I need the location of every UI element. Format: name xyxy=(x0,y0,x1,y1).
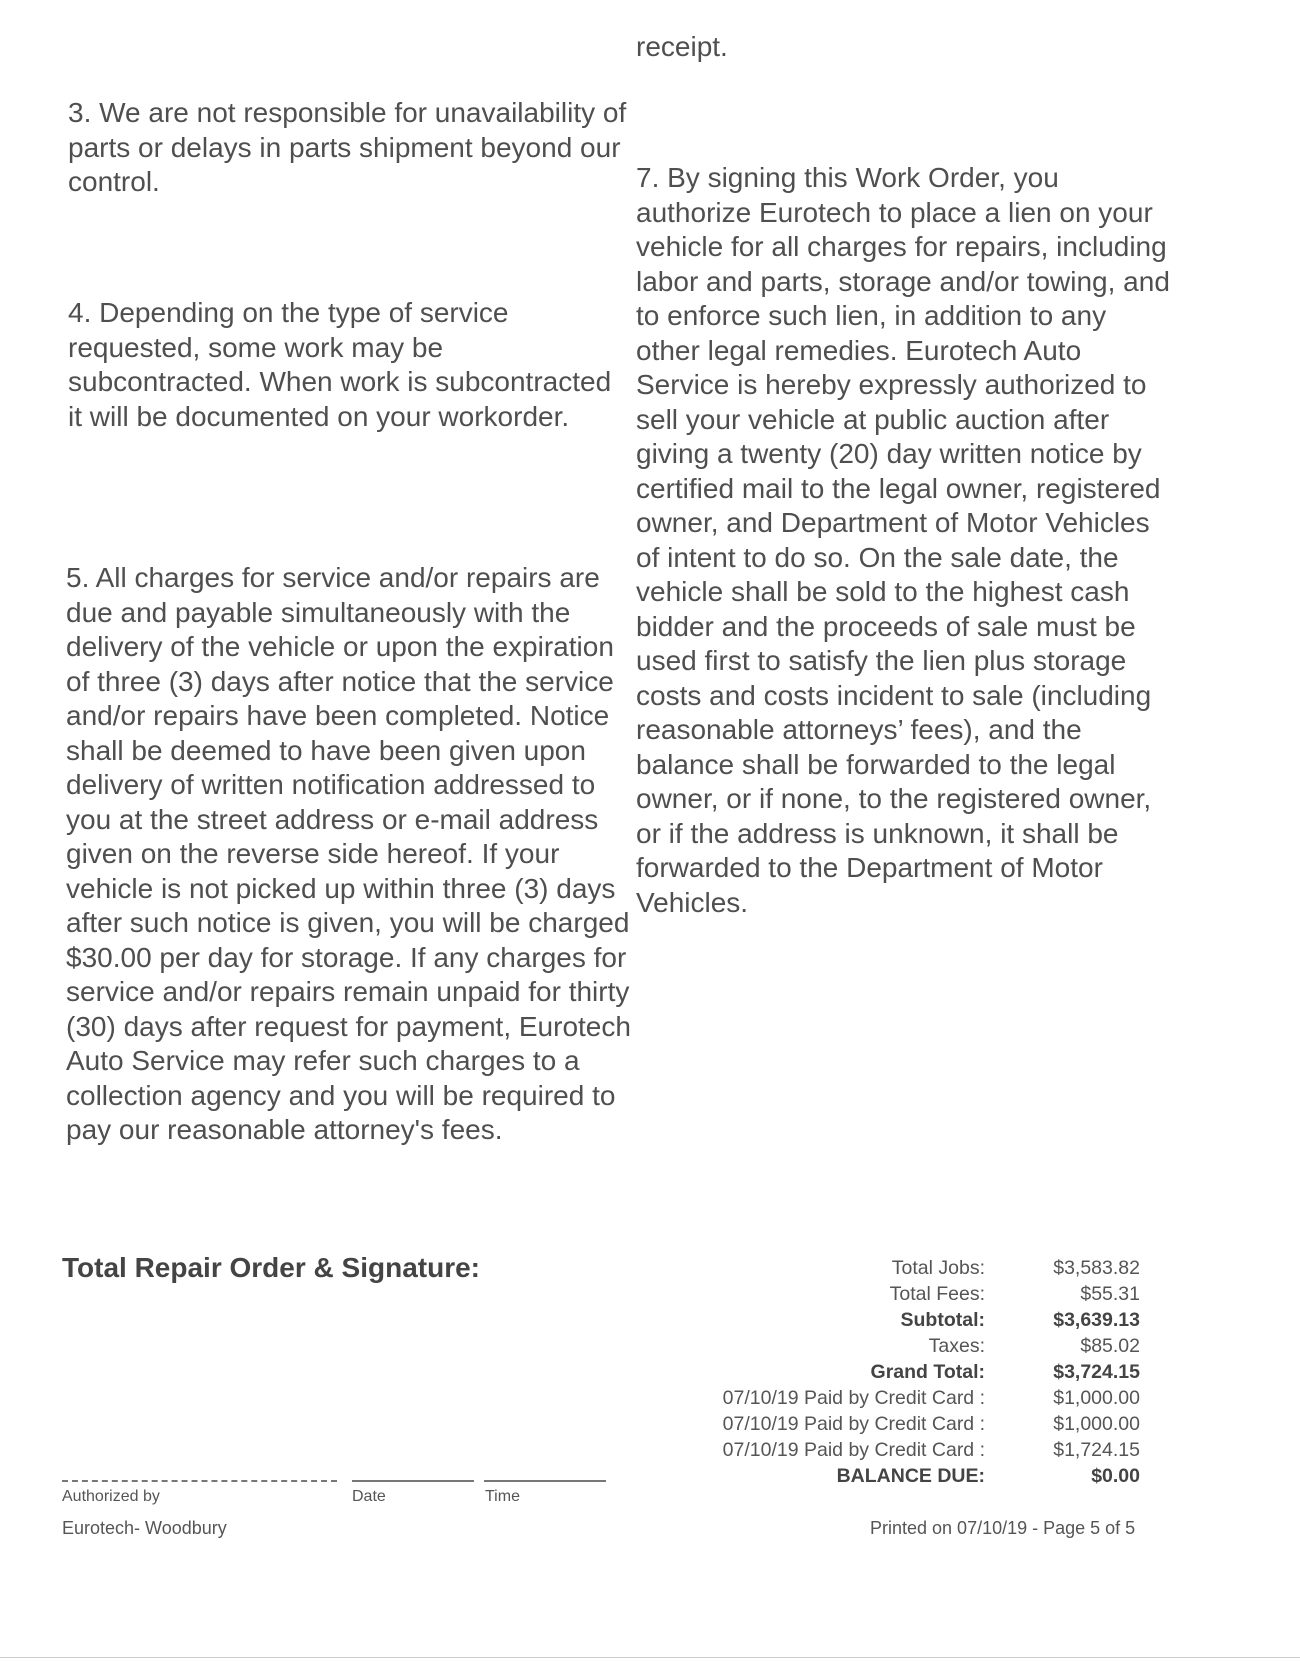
time-label: Time xyxy=(485,1488,520,1505)
totals-row-fees: Total Fees: $55.31 xyxy=(889,1283,1140,1305)
terms-item-4: 4. Depending on the type of service requested, some work may be subcontracted. When work is subcontracted it will be documented on your workorder. xyxy=(68,297,612,432)
totals-row-jobs: Total Jobs: $3,583.82 xyxy=(891,1257,1140,1279)
signature-heading: Total Repair Order & Signature: xyxy=(62,1252,480,1283)
totals-row-payment-3: 07/10/19 Paid by Credit Card : $1,724.15 xyxy=(722,1439,1140,1461)
authorized-by-label: Authorized by xyxy=(62,1488,160,1505)
terms-item-7: 7. By signing this Work Order, you authorize Eurotech to place a lien on your vehicle for all charges for repairs, including labor and parts, storage and/or towing, and to enforce such lien, in addition to any other legal remedies. Eurotech Auto Service is hereby expressly authorized to sell your vehicle at public auction after giving a twenty (20) day written notice by certified mail to the legal owner, registered owner, and Department of Motor Vehicles of intent to do so. On the sale date, the vehicle shall be sold to the highest cash bidder and the proceeds of sale must be used first to satisfy the lien plus storage costs and costs incident to sale (including reasonable attorneys’ fees), and the balance shall be forwarded to the legal owner, or if none, to the registered owner, or if the address is unknown, it shall be forwarded to the Department of Motor Vehicles. xyxy=(636,162,1170,918)
date-label: Date xyxy=(352,1488,386,1505)
authorized-signature-line xyxy=(62,1480,337,1482)
totals-row-balance-due: BALANCE DUE: $0.00 xyxy=(836,1465,1140,1487)
date-line xyxy=(352,1480,474,1482)
terms-item-3: 3. We are not responsible for unavailability of parts or delays in parts shipment beyond our control. xyxy=(68,97,627,197)
totals-row-taxes: Taxes: $85.02 xyxy=(928,1335,1140,1357)
totals-row-subtotal: Subtotal: $3,639.13 xyxy=(900,1309,1140,1331)
receipt-tail-text: receipt. xyxy=(636,31,728,62)
page-bottom-edge xyxy=(0,1657,1300,1658)
totals-row-payment-1: 07/10/19 Paid by Credit Card : $1,000.00 xyxy=(722,1387,1140,1409)
totals-row-grand-total: Grand Total: $3,724.15 xyxy=(870,1361,1140,1383)
printed-footer: Printed on 07/10/19 - Page 5 of 5 xyxy=(870,1518,1136,1538)
time-line xyxy=(484,1480,606,1482)
totals-row-payment-2: 07/10/19 Paid by Credit Card : $1,000.00 xyxy=(722,1413,1140,1435)
totals-table xyxy=(640,1255,1140,1489)
terms-item-5: 5. All charges for service and/or repairs are due and payable simultaneously with the delivery of the vehicle or upon the expiration of three (3) days after notice that the service and/or repairs have been completed. Notice shall be deemed to have been given upon delivery of written notification addressed to you at the street address or e-mail address given on the reverse side hereof. If your vehicle is not picked up within three (3) days after such notice is given, you will be charged $30.00 per day for storage. If any charges for service and/or repairs remain unpaid for thirty (30) days after request for payment, Eurotech Auto Service may refer such charges to a collection agency and you will be required to pay our reasonable attorney's fees. xyxy=(66,562,631,1145)
location-label: Eurotech- Woodbury xyxy=(62,1518,227,1538)
